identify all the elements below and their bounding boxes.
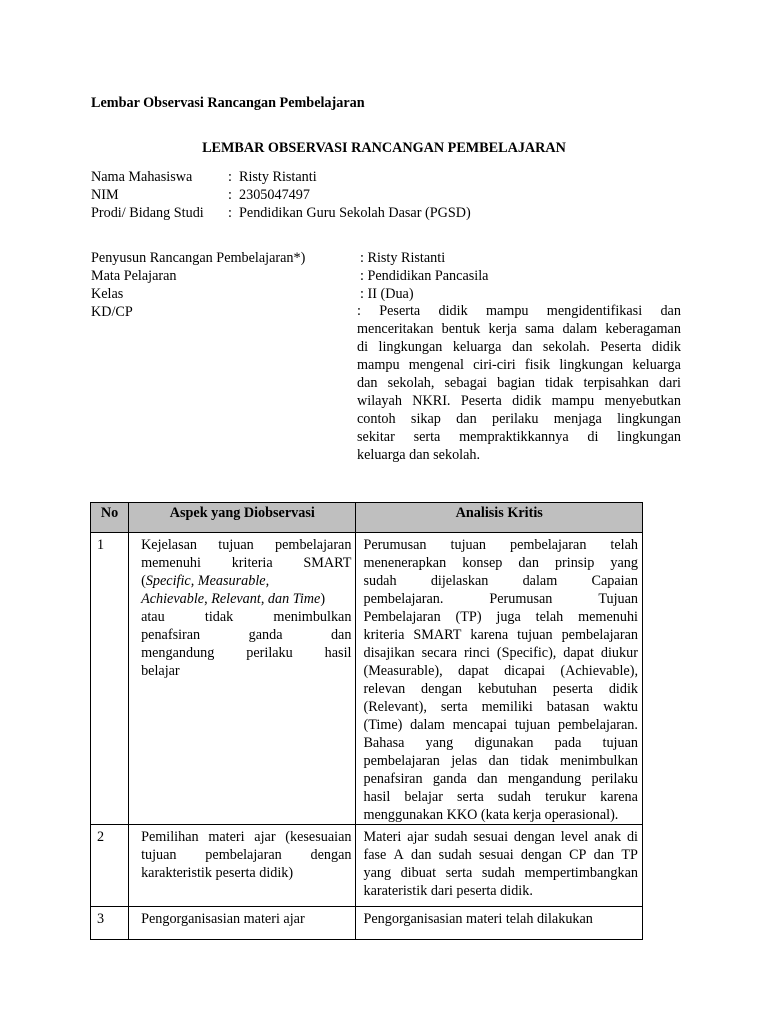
text-line: fase A dan sudah sesuai dengan CP dan TP	[363, 847, 638, 863]
kdcp-text	[357, 302, 681, 464]
text-line: Specific, Measurable,	[145, 573, 270, 589]
text-line: penafsiran ganda dan	[141, 627, 352, 643]
text-line: Achievable, Relevant, dan Time)	[141, 591, 326, 607]
text-line: Pengorganisasian materi telah dilakukan	[363, 911, 593, 927]
row-number: 3	[91, 907, 129, 940]
text-line: sekitar serta mempraktikkannya di lingkungan	[357, 429, 681, 445]
plan-author-value: : Risty Ristanti	[360, 250, 446, 266]
text-line: (Specific, Measurable,	[141, 573, 270, 589]
text-line: mengandung perilaku hasil	[141, 645, 352, 661]
row-number: 2	[91, 825, 129, 907]
analysis-cell	[356, 825, 643, 907]
text-line: penafsiran ganda dan mengandung perilaku	[363, 771, 638, 787]
student-name-label: Nama Mahasiswa	[91, 169, 193, 185]
text-line: yang dibuat serta sudah mempertimbangkan	[363, 865, 638, 881]
student-name-value: Risty Ristanti	[239, 169, 317, 185]
text-line: keluarga dan sekolah.	[357, 447, 481, 463]
student-program-value: Pendidikan Guru Sekolah Dasar (PGSD)	[239, 205, 471, 221]
text-line: disajikan secara rinci (Specific), dapat diukur	[363, 645, 638, 661]
aspect-cell	[129, 907, 356, 940]
subject-value: : Pendidikan Pancasila	[360, 268, 489, 284]
text-line: Bahasa yang digunakan pada tujuan	[363, 735, 638, 751]
text-line: contoh sikap dan perilaku menjaga lingkungan	[357, 411, 681, 427]
plan-author-label: Penyusun Rancangan Pembelajaran*)	[91, 250, 306, 266]
text-line: hasil belajar serta sudah terukur karena	[363, 789, 638, 805]
analysis-cell	[356, 533, 643, 825]
observation-table	[90, 502, 643, 940]
text-line: menenerapkan konsep dan prinsip yang	[363, 555, 638, 571]
text-line: Kejelasan tujuan pembelajaran	[141, 537, 352, 553]
separator: :	[228, 205, 232, 221]
student-nim-row	[91, 186, 310, 204]
text-line: Pemilihan materi ajar (kesesuaian	[141, 829, 352, 845]
text-line: menggunakan KKO (kata kerja operasional).	[363, 807, 619, 823]
text-line: karakteristik peserta didik)	[141, 865, 294, 881]
text-line: (Time) dalam mencapai tujuan pembelajaran.	[363, 717, 638, 733]
text-line: karateristik dari peserta didik.	[363, 883, 533, 899]
student-nim-label: NIM	[91, 187, 119, 203]
text-line: di lingkungan keluarga dan sekolah. Peserta didik	[357, 339, 681, 355]
class-value: : II (Dua)	[360, 286, 414, 302]
text-line: (Measurable), dapat dicapai (Achievable),	[363, 663, 638, 679]
student-program-row	[91, 204, 471, 222]
separator: :	[228, 169, 232, 185]
text-line: memenuhi kriteria SMART	[141, 555, 352, 571]
text-line: mampu mengenal ciri-ciri fisik lingkungan keluarga	[357, 357, 681, 373]
text-line: menceritakan bentuk kerja sama dalam keberagaman	[357, 321, 681, 337]
text-line: relevan dengan kebutuhan peserta didik	[363, 681, 638, 697]
document-title: Lembar Observasi Rancangan Pembelajaran	[91, 95, 365, 111]
text-line: Pengorganisasian materi ajar	[141, 911, 305, 927]
table-row	[91, 533, 643, 825]
text-line: sudah dijelaskan dalam Capaian	[363, 573, 638, 589]
text-line: atau tidak menimbulkan	[141, 609, 352, 625]
text-line: pembelajaran jelas dan tidak menimbulkan	[363, 753, 638, 769]
student-nim-value: 2305047497	[239, 187, 310, 203]
text-line: pembelajaran. Perumusan Tujuan	[363, 591, 638, 607]
aspect-cell	[129, 825, 356, 907]
row-number: 1	[91, 533, 129, 825]
text-line: (Relevant), serta memiliki batasan waktu	[363, 699, 638, 715]
analysis-cell	[356, 907, 643, 940]
separator: :	[228, 187, 232, 203]
text-line: Pembelajaran (TP) juga telah memenuhi	[363, 609, 638, 625]
text-line: kriteria SMART karena tujuan pembelajaran	[363, 627, 638, 643]
class-label: Kelas	[91, 286, 124, 302]
header-no: No	[91, 503, 129, 533]
student-name-row	[91, 168, 317, 186]
text-line: : Peserta didik mampu mengidentifikasi dan	[357, 303, 681, 319]
header-analysis: Analisis Kritis	[356, 503, 643, 533]
text-line: wilayah NKRI. Peserta didik mampu menyebutkan	[357, 393, 681, 409]
text-line: Perumusan tujuan pembelajaran telah	[363, 537, 638, 553]
text-line: Materi ajar sudah sesuai dengan level anak di	[363, 829, 638, 845]
subject-label: Mata Pelajaran	[91, 268, 177, 284]
table-row	[91, 907, 643, 940]
text-line: belajar	[141, 663, 180, 679]
student-program-label: Prodi/ Bidang Studi	[91, 205, 204, 221]
table-header-row	[91, 503, 643, 533]
kdcp-label: KD/CP	[91, 304, 133, 320]
aspect-cell	[129, 533, 356, 825]
table-row	[91, 825, 643, 907]
text-line: tujuan pembelajaran dengan	[141, 847, 352, 863]
document-heading: LEMBAR OBSERVASI RANCANGAN PEMBELAJARAN	[202, 140, 566, 156]
text-line: dan sekolah, sebagai bagian tidak terpisahkan dari	[357, 375, 681, 391]
header-aspect: Aspek yang Diobservasi	[129, 503, 356, 533]
